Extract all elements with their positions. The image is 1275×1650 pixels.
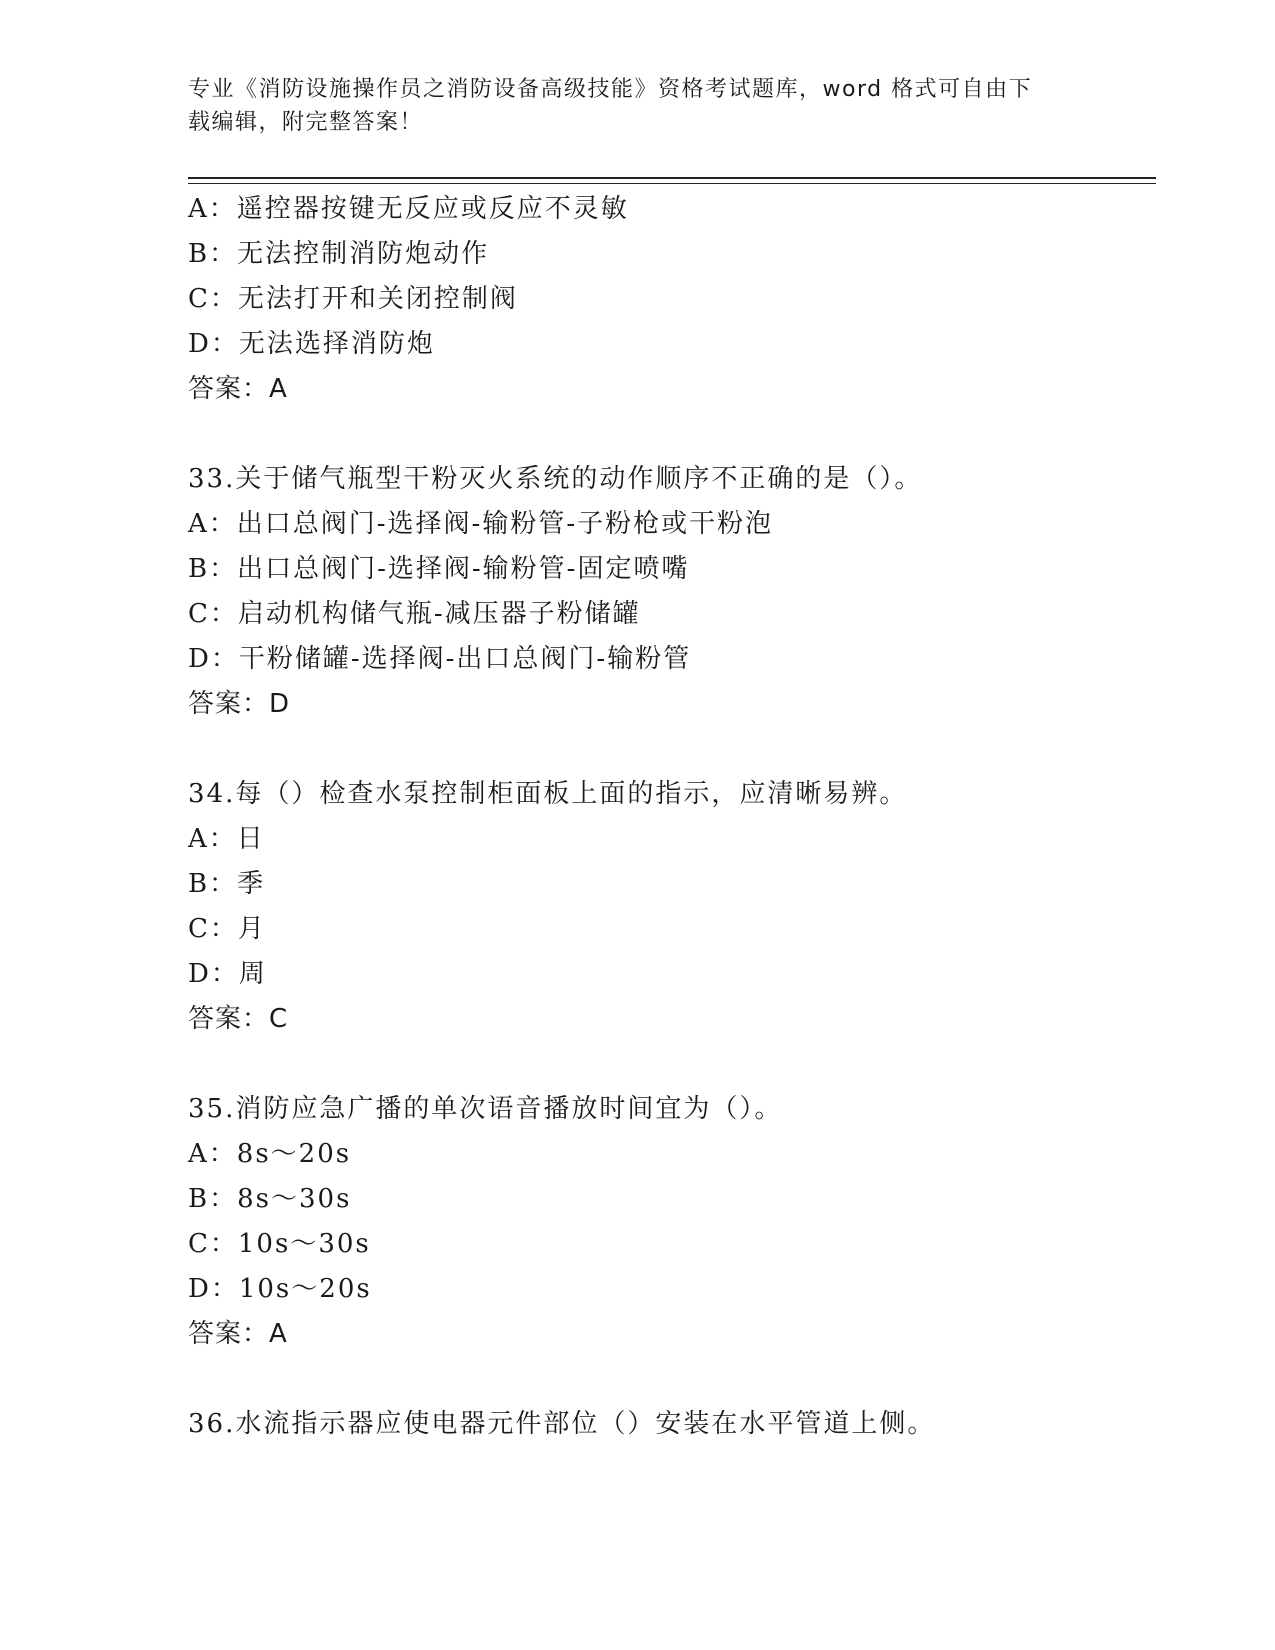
q34-option-a: A：日 [188,824,265,854]
q33-answer: 答案：D [188,689,291,719]
header-divider-thin [188,183,1156,184]
header-line-1: 专业《消防设施操作员之消防设备高级技能》资格考试题库，word 格式可自由下 [188,77,1033,102]
q32-answer: 答案：A [188,374,288,404]
q33-question: 33.关于储气瓶型干粉灭火系统的动作顺序不正确的是（）。 [188,464,923,494]
q36-question: 36.水流指示器应使电器元件部位（）安装在水平管道上侧。 [188,1409,936,1439]
q32-option-c: C：无法打开和关闭控制阀 [188,284,518,314]
q35-option-a: A：8s～20s [188,1139,352,1169]
q34-option-c: C：月 [188,914,266,944]
q33-option-b: B：出口总阀门-选择阀-输粉管-固定喷嘴 [188,554,690,584]
q32-option-b: B：无法控制消防炮动作 [188,239,490,269]
q34-answer: 答案：C [188,1004,289,1034]
q33-option-a: A：出口总阀门-选择阀-输粉管-子粉枪或干粉泡 [188,509,774,539]
q35-answer: 答案：A [188,1319,288,1349]
q34-option-b: B：季 [188,869,266,899]
q34-option-d: D：周 [188,959,267,989]
q35-question: 35.消防应急广播的单次语音播放时间宜为（）。 [188,1094,783,1124]
q35-option-d: D：10s～20s [188,1274,372,1304]
q33-option-c: C：启动机构储气瓶-减压器子粉储罐 [188,599,641,629]
q34-question: 34.每（）检查水泵控制柜面板上面的指示，应清晰易辨。 [188,779,908,809]
q32-option-d: D：无法选择消防炮 [188,329,435,359]
document-header [188,73,1088,139]
header-divider-thick [188,177,1156,179]
q35-option-b: B：8s～30s [188,1184,352,1214]
q33-option-d: D：干粉储罐-选择阀-出口总阀门-输粉管 [188,644,692,674]
header-line-2: 载编辑，附完整答案！ [188,110,424,135]
q35-option-c: C：10s～30s [188,1229,371,1259]
q32-option-a: A：遥控器按键无反应或反应不灵敏 [188,194,629,224]
